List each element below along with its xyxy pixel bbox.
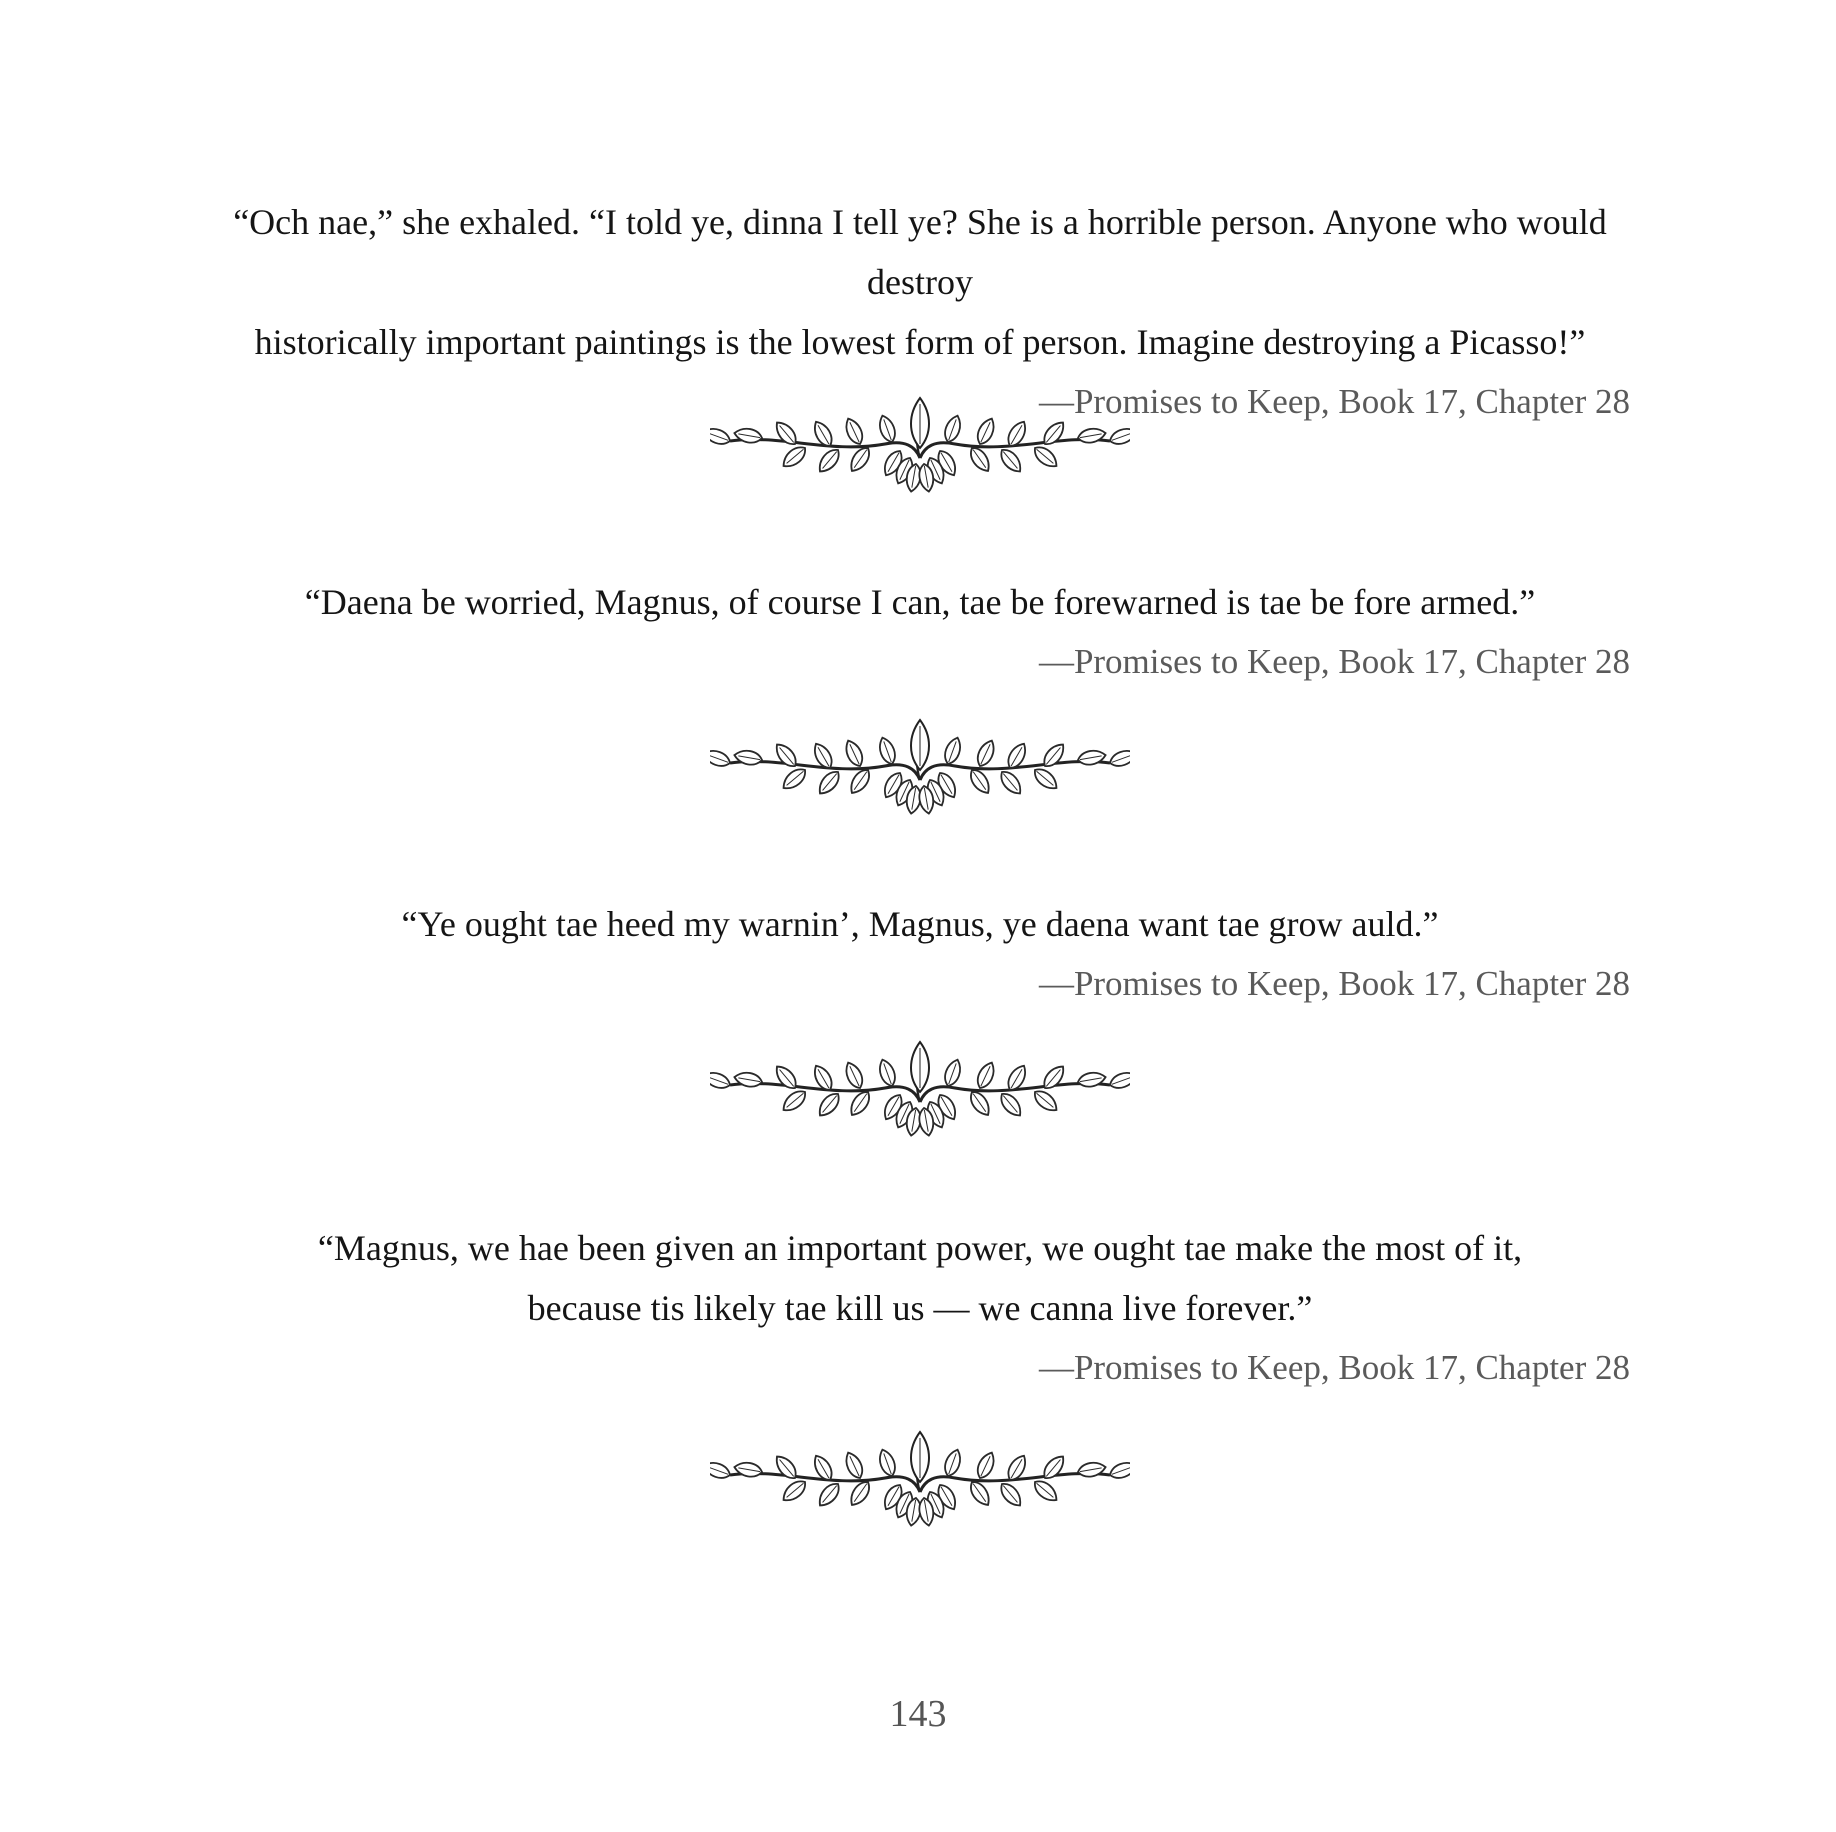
quote-attribution: —Promises to Keep, Book 17, Chapter 28 bbox=[1038, 642, 1630, 681]
quote-line: because tis likely tae kill us — we canna live forever.” bbox=[527, 1288, 1313, 1328]
leaf-vine-divider-icon bbox=[710, 1040, 1130, 1140]
quote-line: “Daena be worried, Magnus, of course I can, tae be forewarned is tae be fore armed.” bbox=[304, 582, 1536, 622]
quote-line: “Och nae,” she exhaled. “I told ye, dinna I tell ye? She is a horrible person. Anyone who would destroy bbox=[233, 202, 1607, 302]
quote-attribution: —Promises to Keep, Book 17, Chapter 28 bbox=[1038, 964, 1630, 1003]
quote-block bbox=[210, 1218, 1630, 1398]
quote-block bbox=[210, 572, 1630, 692]
leaf-vine-divider-icon bbox=[710, 1430, 1130, 1530]
quote-line: “Magnus, we hae been given an important power, we ought tae make the most of it, bbox=[317, 1228, 1523, 1268]
quote-line: historically important paintings is the lowest form of person. Imagine destroying a Picasso!” bbox=[254, 322, 1586, 362]
quote-attribution: —Promises to Keep, Book 17, Chapter 28 bbox=[1038, 382, 1630, 421]
quote-text bbox=[210, 894, 1630, 954]
quote-block bbox=[210, 894, 1630, 1014]
quote-text bbox=[210, 1218, 1630, 1338]
quote-attribution: —Promises to Keep, Book 17, Chapter 28 bbox=[1038, 1348, 1630, 1387]
page-number: 143 bbox=[889, 1693, 947, 1735]
leaf-vine-divider-icon bbox=[710, 396, 1130, 496]
quote-line: “Ye ought tae heed my warnin’, Magnus, ye daena want tae grow auld.” bbox=[401, 904, 1439, 944]
leaf-vine-divider-icon bbox=[710, 718, 1130, 818]
quote-text bbox=[210, 572, 1630, 632]
quote-text bbox=[210, 192, 1630, 372]
